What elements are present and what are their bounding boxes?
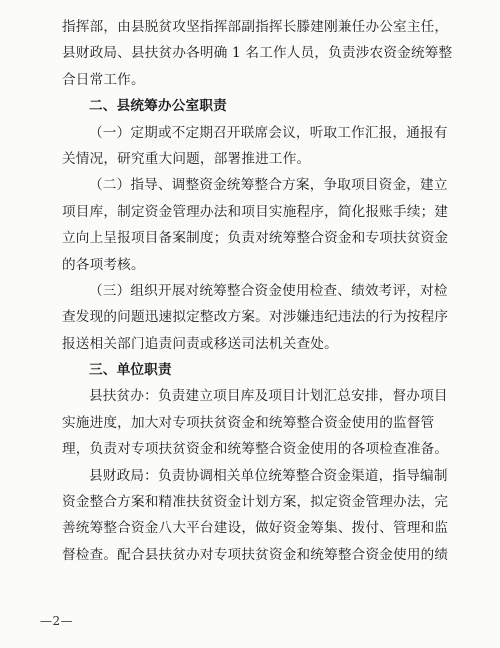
body-text-line: （三）组织开展对统筹整合资金使用检查、绩效考评，对检 [89, 282, 448, 299]
body-text-line: 合日常工作。 [62, 71, 145, 88]
body-text-line: 理，负责对专项扶贫资金和统筹整合资金使用的各项检查准备。 [62, 441, 449, 458]
body-text-line: 指挥部，由县脱贫攻坚指挥部副指挥长滕建刚兼任办公室主任， [62, 19, 449, 35]
body-text-line: 报送相关部门追责问责或移送司法机关查处。 [62, 335, 338, 352]
body-text-line: 项目库，制定资金管理办法和项目实施程序，简化报账手续；建 [62, 203, 449, 220]
body-text-line: 县扶贫办：负责建立项目库及项目计划汇总安排，督办项目 [89, 388, 448, 405]
body-text-line: 的各项考核。 [62, 256, 145, 273]
page-number: —2— [40, 614, 74, 628]
body-text-line: （二）指导、调整资金统筹整合方案，争取项目资金，建立 [89, 177, 448, 194]
body-text-line: 实施进度，加大对专项扶贫资金和统筹整合资金使用的监督管 [62, 414, 435, 431]
body-text-line: （一）定期或不定期召开联席会议，听取工作汇报，通报有 [89, 124, 448, 141]
body-text-line: 查发现的问题迅速拟定整改方案。对涉嫌违纪违法的行为按程序 [62, 309, 449, 326]
body-text-line: 关情况，研究重大问题，部署推进工作。 [62, 150, 311, 167]
body-text-line: 立向上呈报项目备案制度；负责对统筹整合资金和专项扶贫资金 [62, 230, 449, 247]
body-text-line: 善统筹整合资金八大平台建设，做好资金筹集、拨付、管理和监 [62, 520, 449, 537]
body-text-line: 县财政局、县扶贫办各明确 1 名工作人员，负责涉农资金统筹整 [62, 45, 453, 62]
body-text-line: 督检查。配合县扶贫办对专项扶贫资金和统筹整合资金使用的绩 [62, 546, 449, 563]
body-text-line: 县财政局：负责协调相关单位统筹整合资金渠道，指导编制 [89, 467, 448, 484]
body-text-line: 资金整合方案和精准扶贫资金计划方案，拟定资金管理办法，完 [62, 494, 449, 511]
section-heading: 二、县统筹办公室职责 [89, 98, 227, 115]
document-body [62, 14, 457, 568]
section-heading: 三、单位职责 [89, 362, 172, 379]
